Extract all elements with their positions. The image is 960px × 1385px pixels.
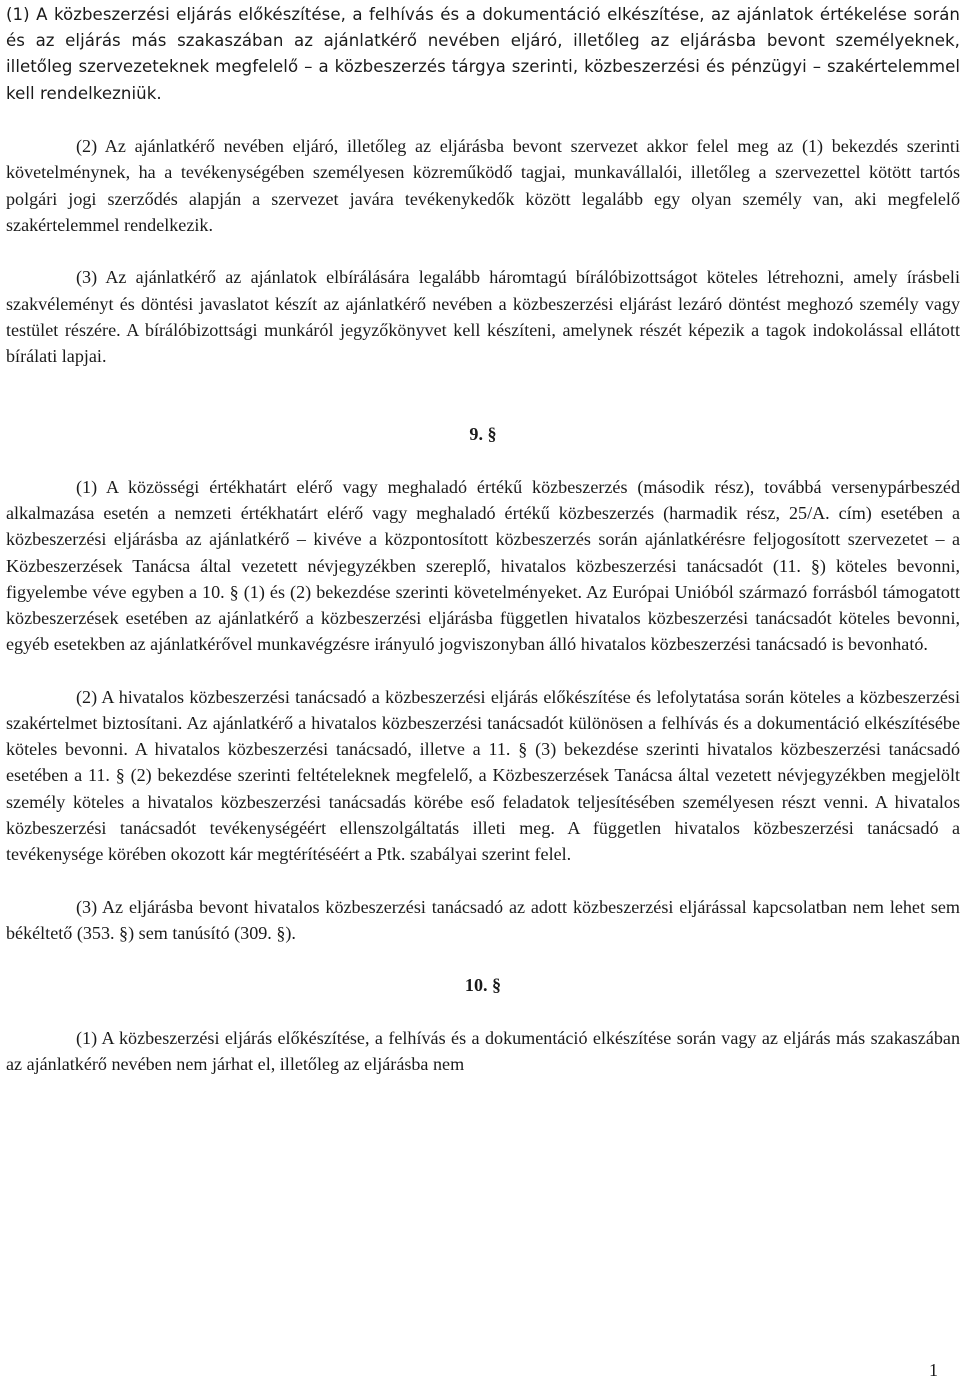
document-page — [6, 0, 960, 1077]
spacer — [6, 657, 960, 683]
spacer — [6, 448, 960, 474]
spacer — [6, 369, 960, 421]
spacer — [6, 999, 960, 1025]
paragraph-10-1: (1) A közbeszerzési eljárás előkészítése, a felhívás és a dokumentáció elkészítése során vagy az eljárás más szakaszában az ajánlatkérő nevében nem járhat el, illetőleg az eljárásba nem — [6, 1028, 960, 1075]
spacer — [6, 946, 960, 972]
paragraph-8-1: (1) A közbeszerzési eljárás előkészítése, a felhívás és a dokumentáció elkészítése, az ajánlatok értékelése során és az eljárás más szakaszában az ajánlatkérő nevében eljáró, illetőleg az eljárásba bevont személyeknek, illetőleg szervezeteknek megfelelő – a közbeszerzés tárgya szerinti, közbeszerzési és pénzügyi – szakértelemmel kell rendelkezniük. — [6, 5, 960, 103]
spacer — [6, 238, 960, 264]
paragraph-9-1: (1) A közösségi értékhatárt elérő vagy meghaladó értékű közbeszerzés (második rész), továbbá versenypárbeszéd alkalmazása esetén a nemzeti értékhatárt elérő vagy meghaladó értékű közbeszerzés (harmadik rész, 25/A. cím) esetében a közbeszerzési eljárásba az ajánlatkérő – kivéve a központosított közbeszerzés során ajánlatkérésre feljogosított szervezetet – a Közbeszerzések Tanácsa által vezetett névjegyzékben szereplő, hivatalos közbeszerzési tanácsadót (11. §) köteles bevonni, figyelembe véve egyben a 10. § (1) és (2) bekezdése szerinti követelményeket. Az Európai Unióból származó forrásból támogatott közbeszerzések esetében az ajánlatkérő a közbeszerzési eljárásba független hivatalos közbeszerzési tanácsadót köteles bevonni, egyéb esetekben az ajánlatkérővel munkavégzésre irányuló jogviszonyban álló hivatalos közbeszerzési tanácsadó is bevonható. — [6, 477, 960, 655]
section-heading-9: 9. § — [469, 424, 497, 445]
paragraph-8-2: (2) Az ajánlatkérő nevében eljáró, illetőleg az eljárásba bevont szervezet akkor felel meg az (1) bekezdés szerinti követelménynek, ha a tevékenységében személyesen közreműködő tagjai, munkavállalói, illetőleg a szervezettel kötött tartós polgári jogi szerződés alapján a szervezet javára tevékenykedők között legalább egy olyan személy van, aki megfelelő szakértelemmel rendelkezik. — [6, 136, 960, 235]
page-number: 1 — [929, 1360, 938, 1380]
spacer — [6, 867, 960, 893]
paragraph-9-3: (3) Az eljárásba bevont hivatalos közbeszerzési tanácsadó az adott közbeszerzési eljárással kapcsolatban nem lehet sem békéltető (353. §) sem tanúsító (309. §). — [6, 896, 960, 943]
spacer — [6, 107, 960, 133]
paragraph-9-2: (2) A hivatalos közbeszerzési tanácsadó a közbeszerzési eljárás előkészítése és lefolytatása során köteles a közbeszerzési szakértelmet biztosítani. Az ajánlatkérő a hivatalos közbeszerzési tanácsadót különösen a felhívás és a dokumentáció elkészítésébe köteles bevonni. A hivatalos közbeszerzési tanácsadó, illetve a 11. § (3) bekezdése szerinti hivatalos közbeszerzési tanácsadó esetében a 11. § (2) bekezdése szerinti feltételeknek megfelelő, a Közbeszerzések Tanácsa által vezetett névjegyzékben megjelölt személy köteles a hivatalos közbeszerzési tanácsadás körébe eső feladatok teljesítésében személyesen részt venni. A hivatalos közbeszerzési tanácsadót tevékenységéért ellenszolgáltatás illeti meg. A független hivatalos közbeszerzési tanácsadó a tevékenysége körében okozott kár megtérítéséért a Ptk. szabályai szerint felel. — [6, 686, 960, 865]
section-heading-10: 10. § — [464, 975, 502, 996]
paragraph-8-3: (3) Az ajánlatkérő az ajánlatok elbírálására legalább háromtagú bírálóbizottságot köteles létrehozni, amely írásbeli szakvéleményt és döntési javaslatot készít az ajánlatkérő nevében a közbeszerzési eljárást lezáró döntést meghozó személy vagy testület részére. A bírálóbizottsági munkáról jegyzőkönyvet kell készíteni, amelynek részét képezik a tagok indokolással ellátott bírálati lapjai. — [6, 267, 960, 367]
